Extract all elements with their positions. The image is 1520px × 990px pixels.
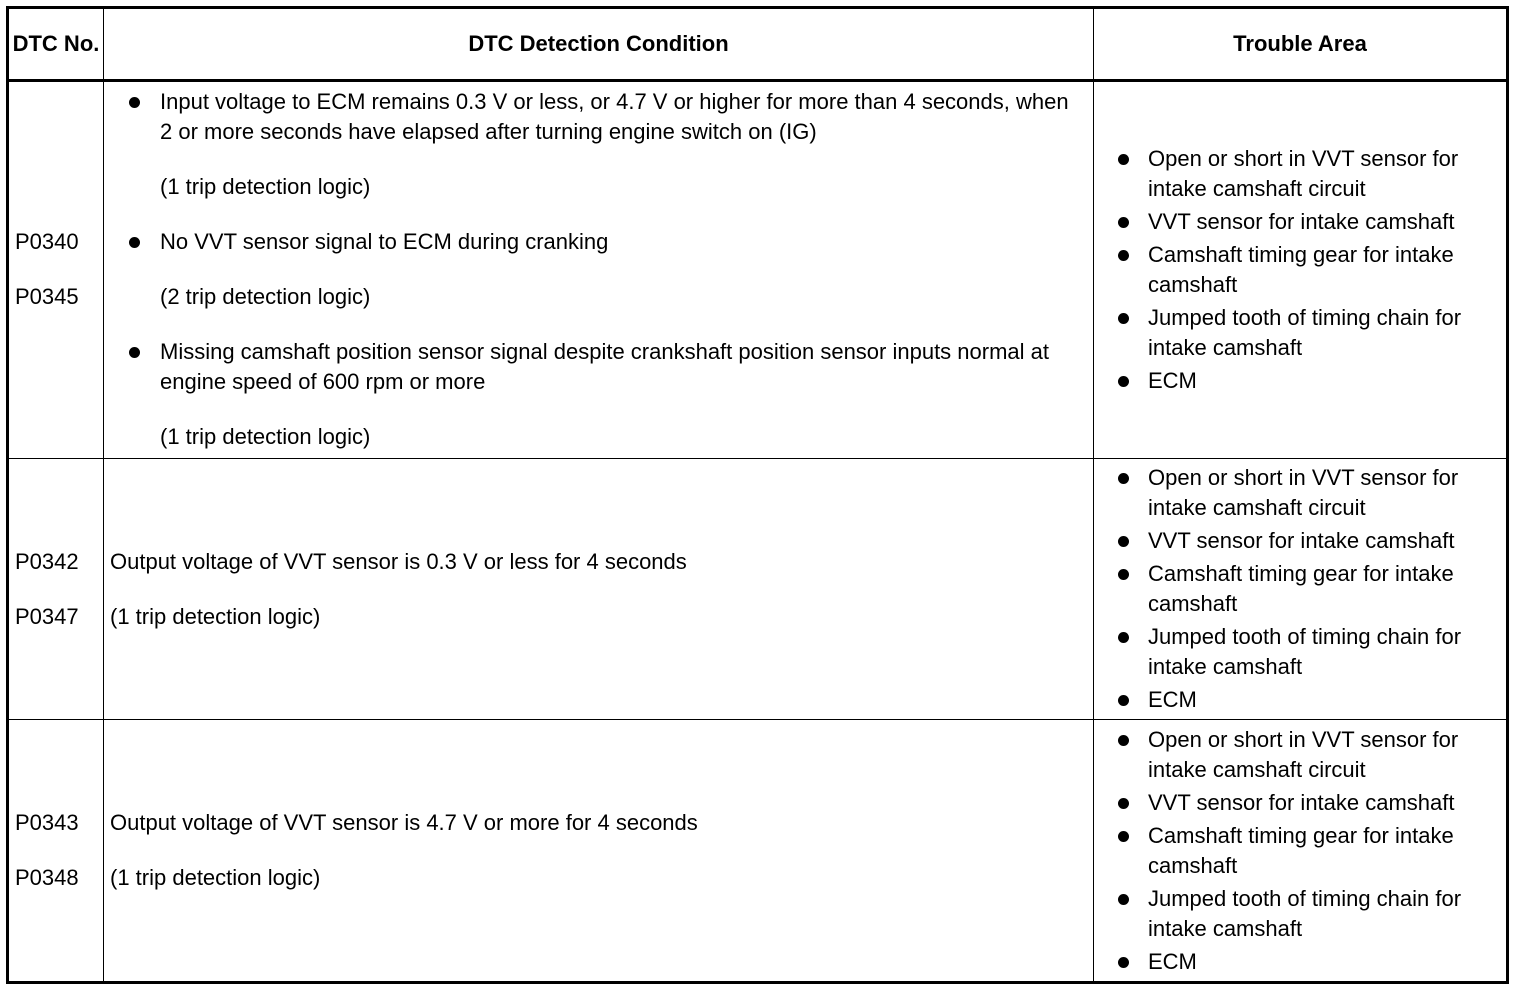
trouble-area-text: Open or short in VVT sensor for intake camshaft circuit [1148,465,1459,521]
table-row [8,458,1508,720]
trouble-area-list [1094,463,1502,715]
bullet-icon [1118,217,1129,228]
dtc-table [6,6,1509,984]
trouble-area-item [1094,559,1502,619]
trouble-area-text: Camshaft timing gear for intake camshaft [1148,241,1454,297]
trouble-area-list [1094,144,1502,396]
bullet-icon [129,237,140,248]
bullet-icon [129,347,140,358]
trouble-area-text: Jumped tooth of timing chain for intake camshaft [1148,624,1462,680]
condition-cell [104,458,1094,720]
trouble-area-text: Jumped tooth of timing chain for intake camshaft [1148,885,1462,941]
condition-text: Output voltage of VVT sensor is 0.3 V or less for 4 seconds [110,548,687,574]
dtc-code: P0348 [15,865,79,891]
trouble-area-cell [1094,81,1508,459]
trouble-area-item [1094,884,1502,944]
header-dtc-no: DTC No. [8,8,104,81]
condition-cell [104,720,1094,983]
dtc-code: P0343 [15,810,79,836]
trouble-area-text: VVT sensor for intake camshaft [1148,528,1455,554]
trouble-area-item [1094,240,1502,300]
header-condition: DTC Detection Condition [104,8,1094,81]
dtc-code: P0340 [15,229,79,255]
trouble-area-text: ECM [1148,948,1197,974]
trouble-area-item [1094,622,1502,682]
trouble-area-text: VVT sensor for intake camshaft [1148,208,1455,234]
trouble-area-text: ECM [1148,687,1197,713]
detection-logic: (2 trip detection logic) [160,284,371,310]
condition-item [110,227,1083,312]
condition-item [110,87,1083,202]
trouble-area-text: Camshaft timing gear for intake camshaft [1148,561,1454,617]
trouble-area-item [1094,366,1502,396]
trouble-area-item [1094,821,1502,881]
trouble-area-text: ECM [1148,367,1197,393]
trouble-area-item [1094,463,1502,523]
condition-list [110,87,1083,452]
condition-cell [104,81,1094,459]
condition-text: Output voltage of VVT sensor is 4.7 V or more for 4 seconds [110,810,698,836]
detection-logic: (1 trip detection logic) [110,865,321,891]
bullet-icon [129,97,140,108]
bullet-icon [1118,957,1129,968]
trouble-area-item [1094,685,1502,715]
trouble-area-item [1094,947,1502,977]
trouble-area-item [1094,303,1502,363]
bullet-icon [1118,536,1129,547]
detection-logic: (1 trip detection logic) [160,174,371,200]
dtc-code: P0347 [15,603,79,629]
trouble-area-item [1094,144,1502,204]
condition-text: No VVT sensor signal to ECM during cranking [160,229,609,255]
trouble-area-item [1094,725,1502,785]
bullet-icon [1118,735,1129,746]
trouble-area-text: Open or short in VVT sensor for intake camshaft circuit [1148,726,1459,782]
trouble-area-item [1094,788,1502,818]
table-row [8,81,1508,459]
trouble-area-text: VVT sensor for intake camshaft [1148,789,1455,815]
dtc-code-cell [8,458,104,720]
header-trouble-area: Trouble Area [1094,8,1508,81]
table-row [8,720,1508,983]
trouble-area-list [1094,725,1502,977]
bullet-icon [1118,831,1129,842]
condition-text: Missing camshaft position sensor signal despite crankshaft position sensor inputs normal at engine speed of 600 rpm or more [160,339,1050,395]
detection-logic: (1 trip detection logic) [160,424,371,450]
trouble-area-item [1094,526,1502,556]
trouble-area-item [1094,207,1502,237]
dtc-code-cell [8,81,104,459]
bullet-icon [1118,376,1129,387]
bullet-icon [1118,250,1129,261]
bullet-icon [1118,569,1129,580]
trouble-area-cell [1094,720,1508,983]
condition-item [110,337,1083,452]
trouble-area-text: Jumped tooth of timing chain for intake camshaft [1148,304,1462,360]
condition-text: Input voltage to ECM remains 0.3 V or less, or 4.7 V or higher for more than 4 seconds, when 2 or more seconds have elapsed after turning engine switch on (IG) [160,89,1069,145]
trouble-area-text: Open or short in VVT sensor for intake camshaft circuit [1148,145,1459,201]
dtc-code: P0342 [15,548,79,574]
detection-logic: (1 trip detection logic) [110,603,321,629]
header-row [8,8,1508,81]
bullet-icon [1118,632,1129,643]
bullet-icon [1118,154,1129,165]
bullet-icon [1118,798,1129,809]
dtc-code: P0345 [15,284,79,310]
bullet-icon [1118,695,1129,706]
bullet-icon [1118,313,1129,324]
bullet-icon [1118,473,1129,484]
trouble-area-cell [1094,458,1508,720]
dtc-code-cell [8,720,104,983]
bullet-icon [1118,894,1129,905]
trouble-area-text: Camshaft timing gear for intake camshaft [1148,822,1454,878]
